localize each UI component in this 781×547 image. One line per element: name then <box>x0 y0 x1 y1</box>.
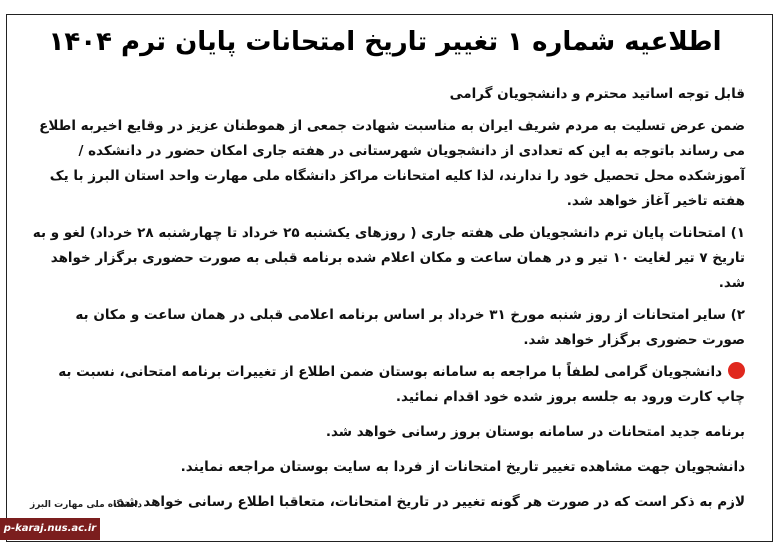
signature: دانشگاه ملی مهارت البرز <box>30 500 142 510</box>
intro-paragraph: ضمن عرض تسلیت به مردم شریف ایران به مناسبت شهادت جمعی از هموطنان عزیز در وقایع اخیربه اطلاع می رساند باتوجه به این که تعدادی از دانشجویان شهرستانی در هفته جاری امکان حضور در دانشکده /آموزشکده محل تحصیل خود را ندارند، لذا کلیه امتحانات مراکز دانشگاه ملی مهارت واحد استان البرز با یک هفته تاخیر آغاز خواهد شد. <box>39 118 745 209</box>
notice-paragraph <box>30 360 745 410</box>
visit-line: دانشجویان جهت مشاهده تغییر تاریخ امتحانات از فردا به سایت بوستان مراجعه نمایند. <box>180 459 745 475</box>
announcement-title: اطلاعیه شماره ۱ تغییر تاریخ امتحانات پایان ترم ۱۴۰۴ <box>48 27 722 57</box>
item-1: ۱) امتحانات پایان ترم دانشجویان طی هفته جاری ( روزهای یکشنبه ۲۵ خرداد تا چهارشنبه ۲۸ خرداد) لغو و به تاریخ ۷ تیر لغایت ۱۰ تیر و در همان ساعت و مکان اعلام شده برنامه قبلی به صورت حضوری برگزار خواهد شد. <box>32 225 745 291</box>
announcement-body <box>30 82 745 515</box>
update-line: برنامه جدید امتحانات در سامانه بوستان بروز رسانی خواهد شد. <box>325 424 745 440</box>
red-circle-icon <box>728 362 745 379</box>
site-banner[interactable]: p-karaj.nus.ac.ir <box>0 518 100 540</box>
closing-line: لازم به ذکر است که در صورت هر گونه تغییر در تاریخ امتحانات، متعاقبا اطلاع رسانی خواهد شد. <box>112 494 745 510</box>
notice-text: دانشجویان گرامی لطفاً با مراجعه به سامانه بوستان ضمن اطلاع از تغییرات برنامه امتحانی، نسبت به چاپ کارت ورود به جلسه بروز شده خود اقدام نمائید. <box>58 364 745 405</box>
salutation: قابل توجه اساتید محترم و دانشجویان گرامی <box>449 86 745 102</box>
item-2: ۲) سایر امتحانات از روز شنبه مورخ ۳۱ خرداد بر اساس برنامه اعلامی قبلی در همان ساعت و مکان به صورت حضوری برگزار خواهد شد. <box>75 307 745 348</box>
